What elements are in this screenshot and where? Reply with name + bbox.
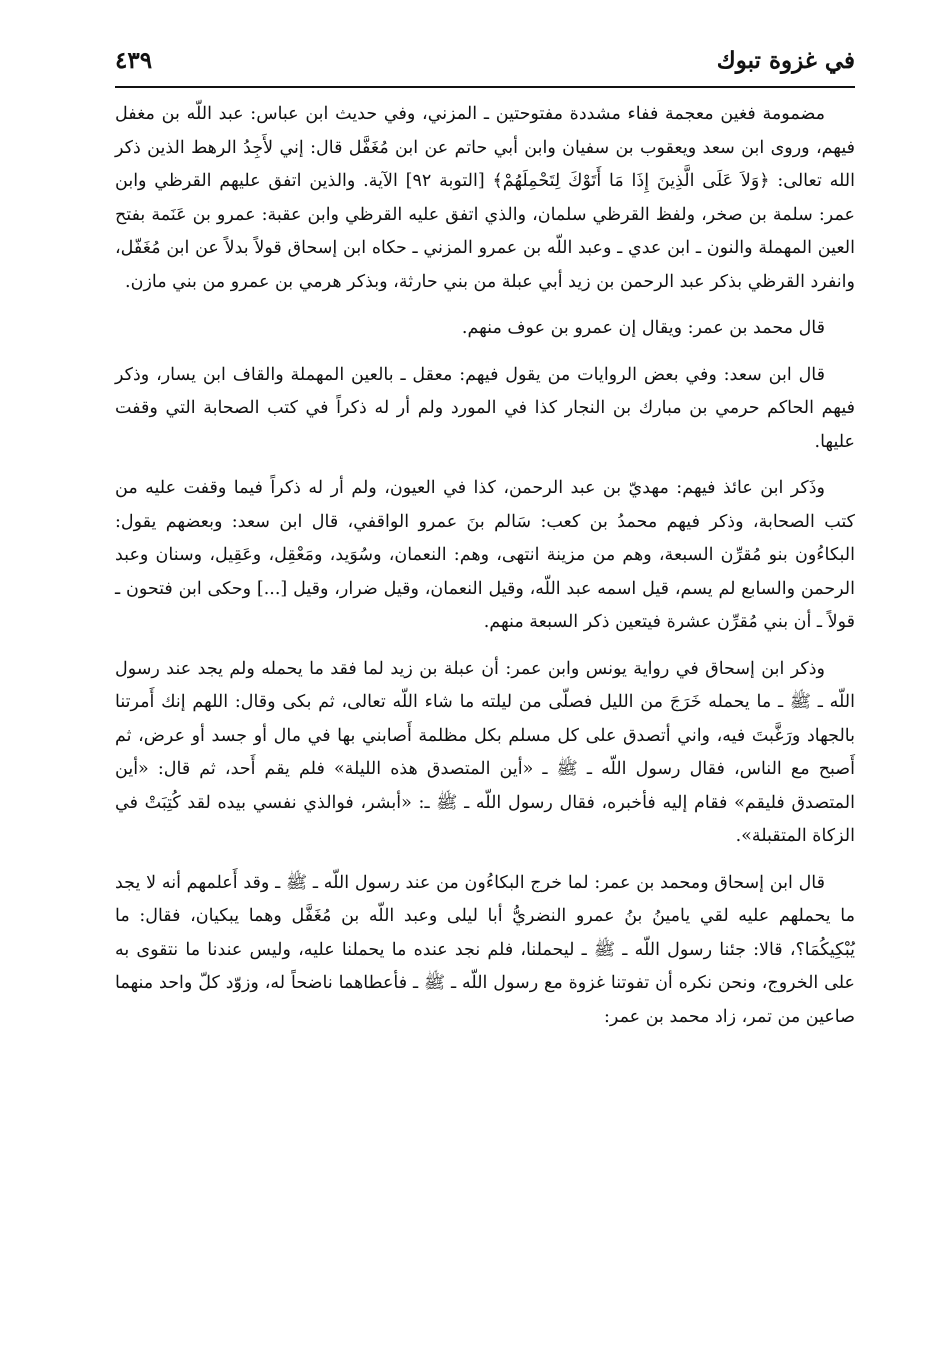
paragraph: مضمومة فغين معجمة ففاء مشددة مفتوحتين ـ المزني، وفي حديث ابن عباس: عبد اللّه بن مغفل فيهم، وروى ابن سعد ويعقوب بن سفيان وابن أبي حاتم عن ابن مُغَفَّل قال: إني لأَجِدُ الرهط الذين ذكر الله تعالى: ﴿وَلاَ عَلَى الَّذِينَ إِذَا مَا أَتَوْكَ لِتَحْمِلَهُمْ﴾ [التوبة ٩٢] الآية. والذين اتفق عليهم القرظي وابن عمر: سلمة بن صخر، ولفظ القرظي سلمان، والذي اتفق عليه القرظي وابن عقبة: عمرو بن عَنَمة بفتح العين المهملة والنون ـ ابن عدي ـ وعبد اللّه بن عمرو المزني ـ حكاه ابن إسحاق قولاً بدلاً عن ابن مُغَفّل، وانفرد القرظي بذكر عبد الرحمن بن زيد أبي عبلة من بني حارثة، وبذكر هرمي بن عمرو من بني مازن. bbox=[115, 104, 855, 292]
paragraph: قال ابن سعد: وفي بعض الروايات من يقول فيهم: معقل ـ بالعين المهملة والقاف ابن يسار، وذكر فيهم الحاكم حرمي بن مبارك بن النجار كذا في المورد ولم أر له ذكراً في كتب الصحابة التي وقفت عليها. bbox=[115, 364, 855, 452]
paragraph: وذَكر ابن عائذ فيهم: مهديّ بن عبد الرحمن، كذا في العيون، ولم أر له ذكراً فيما وقفت عليه من كتب الصحابة، وذكر فيهم محمدُ بن كعب: سَالم بنَ عمرو الواقفي، قال ابن سعد: وبعضهم يقول: البكاءُون بنو مُقرِّن السبعة، وهم من مزينة انتهى، وهم: النعمان، وسُوَيد، ومَعْقِل، وعَقِيل، وسنان وعبد الرحمن والسابع لم يسم، قيل اسمه عبد اللّه، وقيل النعمان، وقيل ضرار، وقيل [...] وحكى ابن فتحون ـ قولاً ـ أن بني مُقرِّن عشرة فيتعين ذكر السبعة منهم. bbox=[115, 478, 855, 632]
page-number: ٤٣٩ bbox=[115, 47, 153, 74]
running-title: في غزوة تبوك bbox=[716, 47, 855, 74]
paragraph: قال محمد بن عمر: ويقال إن عمرو بن عوف منهم. bbox=[461, 318, 825, 338]
paragraph: قال ابن إسحاق ومحمد بن عمر: لما خرج البكاءُون من عند رسول اللّه ـ ﷺ ـ وقد أَعلمهم أنه لا يجد ما يحملهم عليه لقي يامينُ بنُ عمرو النضريُّ أبا ليلى وعبد اللّه بن مُغَفَّل وهما يبكيان، فقال: ما يُبْكِيكُمَا؟، قالا: جئنا رسول اللّه ـ ﷺ ـ ليحملنا، فلم نجد عنده ما يحملنا عليه، وليس عندنا ما نتقوى به على الخروج، ونحن نكره أن تفوتنا غزوة مع رسول اللّه ـ ﷺ ـ فأعطاهما ناضحاً له، وزوّد كلّ واحد منهما صاعين من تمر، زاد محمد بن عمر: bbox=[115, 872, 855, 1027]
paragraph: وذكر ابن إسحاق في رواية يونس وابن عمر: أن عبلة بن زيد لما فقد ما يحمله ولم يجد عند رسول اللّه ـ ﷺ ـ ما يحمله خَرَجَ من الليل فصلّى من ليلته ما شاء اللّه تعالى، ثم بكى وقال: اللهم إنك أَمرتنا بالجهاد ورَغَّبتَ فيه، واني أتصدق على كل مسلم بكل مظلمة أَصابني بها في مال أو جسد أو عرض، ثم أَصبح مع الناس، فقال رسول اللّه ـ ﷺ ـ «أين المتصدق هذه الليلة» فلم يقم أَحد، ثم قال: «أين المتصدق فليقم» فقام إليه فأخبره، فقال رسول اللّه ـ ﷺ ـ: «أبشر، فوالذي نفسي بيده لقد كُتِبَتْ في الزكاة المتقبلة». bbox=[115, 658, 855, 846]
page-header bbox=[115, 40, 855, 88]
body-text bbox=[115, 98, 855, 1047]
